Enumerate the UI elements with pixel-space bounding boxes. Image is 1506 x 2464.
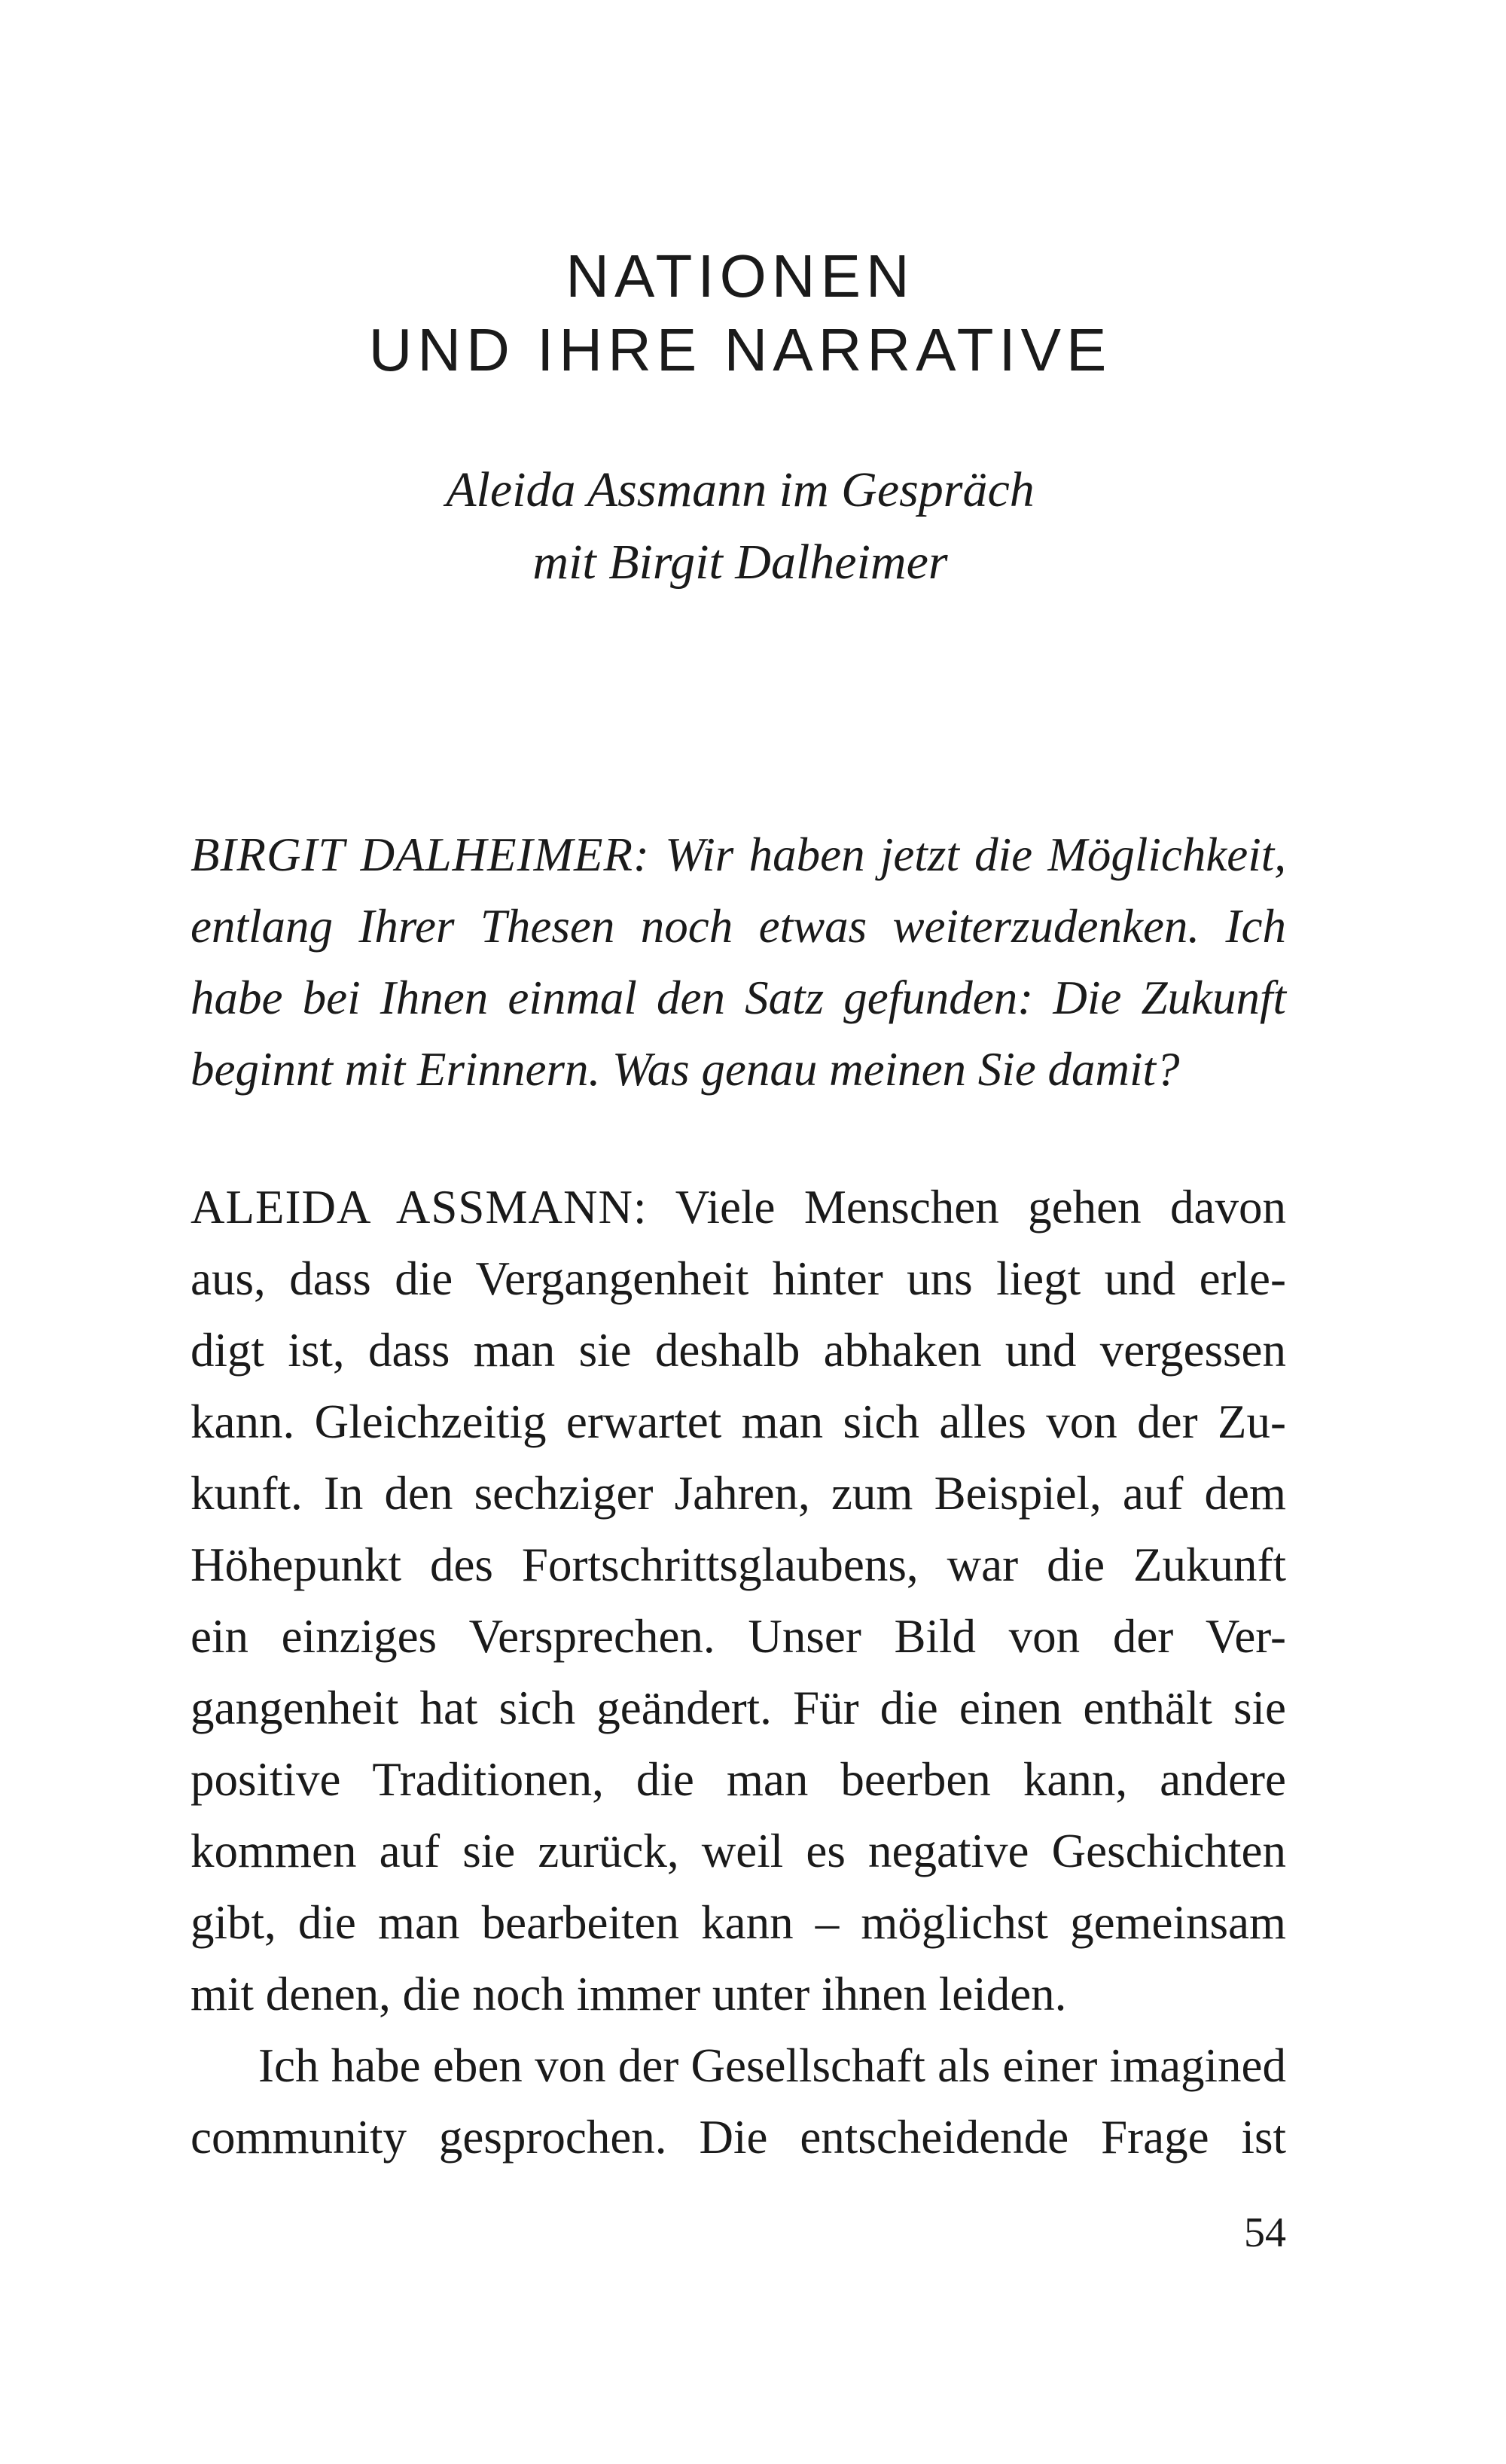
chapter-subtitle <box>0 454 1480 599</box>
question-line <box>191 819 1286 891</box>
answer-line: positive Traditionen, die man beerben kann, andere <box>191 1753 1286 1806</box>
chapter-title <box>0 239 1480 387</box>
answer-speaker: ALEIDA ASSMANN: <box>191 1181 648 1234</box>
answer-line: kommen auf sie zurück, weil es negative Geschichten <box>191 1825 1286 1877</box>
chapter-subtitle-line-2: mit Birgit Dalheimer <box>532 535 948 590</box>
answer-line: gibt, die man bearbeiten kann – möglichst gemeinsam <box>191 1896 1286 1949</box>
answer-line: mit denen, die noch immer unter ihnen leiden. <box>191 1968 1067 2020</box>
answer-line <box>191 1172 1286 1243</box>
question-speaker: BIRGIT DALHEIMER: <box>191 828 651 881</box>
answer-line: Höhepunkt des Fortschrittsglaubens, war die Zukunft <box>191 1538 1286 1591</box>
answer-line: kunft. In den sechziger Jahren, zum Beispiel, auf dem <box>191 1467 1286 1520</box>
answer-paragraph-2-line: Ich habe eben von der Gesellschaft als einer imagined <box>258 2039 1286 2092</box>
answer-line: digt ist, dass man sie deshalb abhaken und vergessen <box>191 1324 1286 1377</box>
answer-line: kann. Gleichzeitig erwartet man sich alles von der Zu- <box>191 1395 1286 1448</box>
answer-paragraph-2-line: community gesprochen. Die entscheidende Frage ist <box>191 2111 1286 2164</box>
question-line: habe bei Ihnen einmal den Satz gefunden: Die Zukunft <box>191 971 1286 1024</box>
question-line: beginnt mit Erinnern. Was genau meinen Sie damit? <box>191 1043 1180 1096</box>
chapter-title-line-1: NATIONEN <box>566 242 915 310</box>
answer-line: gangenheit hat sich geändert. Für die einen enthält sie <box>191 1682 1286 1734</box>
chapter-title-line-2: UND IHRE NARRATIVE <box>368 316 1112 383</box>
question-text: Wir haben jetzt die Möglichkeit, <box>650 828 1286 881</box>
answer-text: Viele Menschen gehen davon <box>647 1181 1286 1234</box>
answer-line: ein einziges Versprechen. Unser Bild von der Ver- <box>191 1610 1286 1663</box>
chapter-subtitle-line-1: Aleida Assmann im Gespräch <box>446 462 1035 517</box>
question-line: entlang Ihrer Thesen noch etwas weiterzudenken. Ich <box>191 900 1286 953</box>
page-number: 54 <box>1244 2209 1286 2256</box>
answer-line: aus, dass die Vergangenheit hinter uns liegt und erle- <box>191 1252 1286 1305</box>
